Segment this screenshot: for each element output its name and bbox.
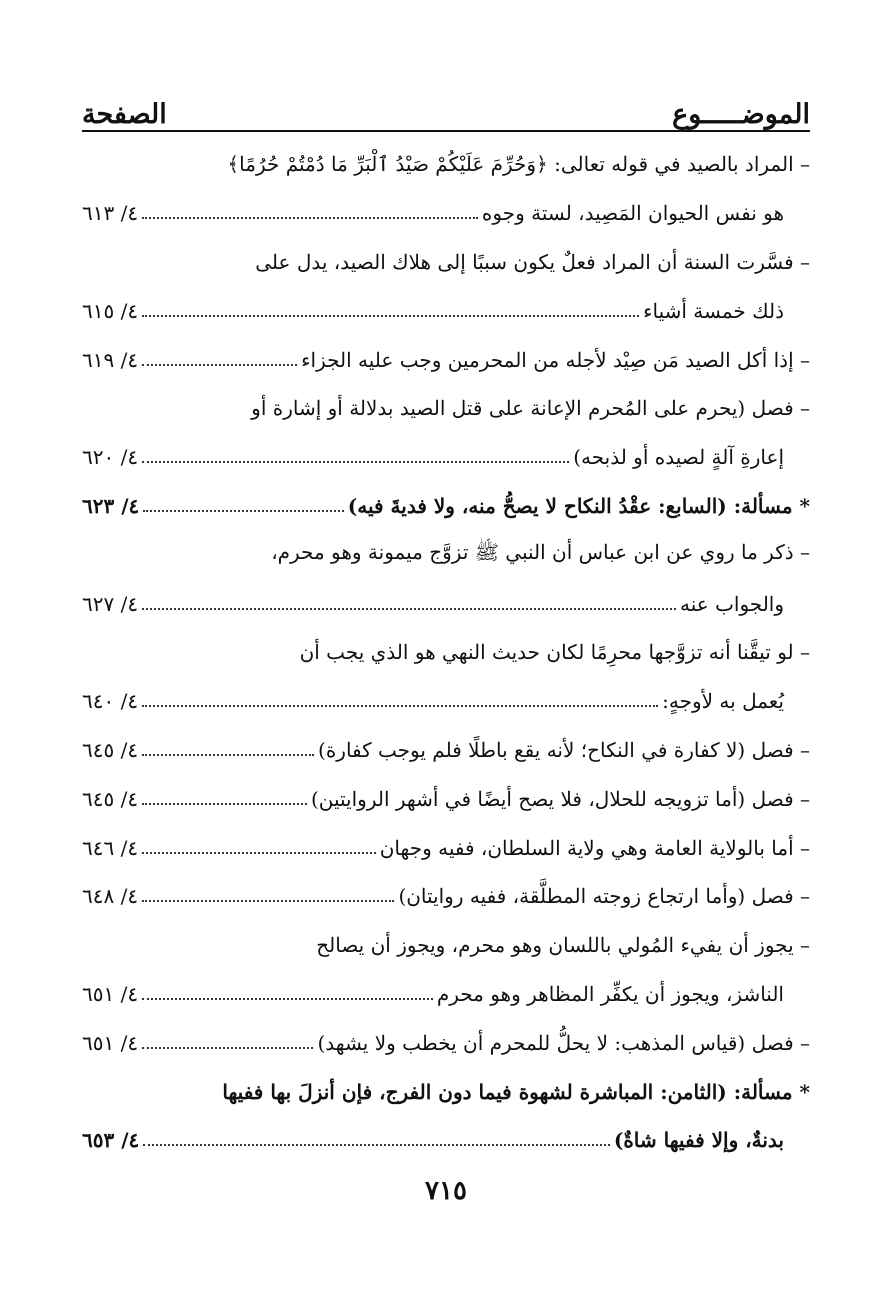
entry-text: والجواب عنه xyxy=(680,591,784,616)
entry-text: – فصل (قياس المذهب: لا يحلُّ للمحرم أن يخطب ولا يشهد) xyxy=(317,1030,810,1055)
dot-leader xyxy=(143,510,344,512)
index-line xyxy=(82,823,810,872)
entry-text: ذلك خمسة أشياء xyxy=(643,298,784,323)
entry-text: هو نفس الحيوان المَصِيد، لستة وجوه xyxy=(481,201,784,226)
entry-page-ref: ٤/ ٦٤٥ xyxy=(82,737,139,762)
entry-text: – فسَّرت السنة أن المراد فعلٌ يكون سببًا إلى هلاك الصيد، يدل على xyxy=(255,249,810,274)
entry-text: – لو تيقَّنا أنه تزوَّجها محرِمًا لكان حديث النهي هو الذي يجب أن xyxy=(299,640,810,665)
entry-page-ref: ٤/ ٦١٩ xyxy=(82,347,139,372)
entry-text: – فصل (يحرم على المُحرم الإعانة على قتل الصيد بدلالة أو إشارة أو xyxy=(251,396,810,421)
entry-text: الناشز، ويجوز أن يكفِّر المظاهر وهو محرم xyxy=(436,981,784,1006)
header-divider xyxy=(82,130,810,132)
dot-leader xyxy=(142,754,314,756)
index-line xyxy=(82,189,810,238)
entry-text: * مسألة: (السابع: عقْدُ النكاح لا يصحُّ منه، ولا فديةَ فيه) xyxy=(347,493,810,518)
dot-leader xyxy=(142,364,297,366)
index-line xyxy=(82,1018,810,1067)
index-line xyxy=(82,384,810,433)
dot-leader xyxy=(142,315,639,317)
index-line xyxy=(82,921,810,970)
dot-leader xyxy=(143,1144,610,1146)
entry-text: * مسألة: (الثامن: المباشرة لشهوة فيما دون الفرج، فإن أنزلَ بها ففيها xyxy=(222,1079,810,1104)
index-entries xyxy=(82,140,810,1165)
index-line xyxy=(82,774,810,823)
entry-text: – المراد بالصيد في قوله تعالى: ﴿وَحُرِّمَ عَلَيْكُمْ صَيْدُ ٱلْبَرِّ مَا دُمْتُمْ حُرُمًا﴾ xyxy=(227,152,810,177)
entry-text: – إذا أكل الصيد مَن صِيْد لأجله من المحرمين وجب عليه الجزاء xyxy=(301,347,810,372)
index-line xyxy=(82,677,810,726)
entry-page-ref: ٤/ ٦٢٠ xyxy=(82,445,139,470)
dot-leader xyxy=(142,998,433,1000)
page-number: ٧١٥ xyxy=(425,1176,467,1206)
entry-page-ref: ٤/ ٦٤٦ xyxy=(82,835,139,860)
index-line xyxy=(82,238,810,287)
index-line xyxy=(82,335,810,384)
entry-text: – فصل (لا كفارة في النكاح؛ لأنه يقع باطلًا فلم يوجب كفارة) xyxy=(318,737,810,762)
dot-leader xyxy=(142,217,478,219)
index-line xyxy=(82,1067,810,1116)
index-line xyxy=(82,433,810,482)
entry-text: – يجوز أن يفيء المُولي باللسان وهو محرم، ويجوز أن يصالح xyxy=(316,933,810,958)
entry-page-ref: ٤/ ٦١٣ xyxy=(82,201,139,226)
dot-leader xyxy=(142,803,307,805)
index-line xyxy=(82,482,810,531)
dot-leader xyxy=(142,461,569,463)
page-column-heading: الصفحة xyxy=(82,99,167,130)
entry-page-ref: ٤/ ٦٤٥ xyxy=(82,786,139,811)
entry-text: بدنةٌ، وإلا ففيها شاةٌ) xyxy=(613,1128,784,1153)
index-line xyxy=(82,579,810,628)
entry-page-ref: ٤/ ٦٢٧ xyxy=(82,591,139,616)
entry-text: – ذكر ما روي عن ابن عباس أن النبي ﷺ تزوَّج ميمونة وهو محرم، xyxy=(271,540,810,565)
index-line xyxy=(82,628,810,677)
index-line xyxy=(82,726,810,775)
entry-page-ref: ٤/ ٦٥١ xyxy=(82,1030,139,1055)
table-header xyxy=(82,78,810,130)
dot-leader xyxy=(142,1047,313,1049)
dot-leader xyxy=(142,852,376,854)
entry-text: يُعمل به لأوجهٍ: xyxy=(662,689,784,714)
entry-page-ref: ٤/ ٦٤٠ xyxy=(82,689,139,714)
entry-text: – فصل (وأما ارتجاع زوجته المطلَّقة، ففيه روايتان) xyxy=(398,884,810,909)
index-line xyxy=(82,872,810,921)
entry-page-ref: ٤/ ٦٥١ xyxy=(82,981,139,1006)
entry-page-ref: ٤/ ٦١٥ xyxy=(82,298,139,323)
topic-column-heading: الموضـــــوع xyxy=(672,99,810,130)
index-line xyxy=(82,1116,810,1165)
entry-text: – أما بالولاية العامة وهي ولاية السلطان، ففيه وجهان xyxy=(379,835,810,860)
entry-text: – فصل (أما تزويجه للحلال، فلا يصح أيضًا في أشهر الروايتين) xyxy=(310,786,810,811)
index-line xyxy=(82,140,810,189)
index-line xyxy=(82,970,810,1019)
entry-page-ref: ٤/ ٦٤٨ xyxy=(82,884,139,909)
index-line xyxy=(82,286,810,335)
dot-leader xyxy=(142,705,658,707)
dot-leader xyxy=(142,608,676,610)
entry-page-ref: ٤/ ٦٥٣ xyxy=(82,1128,140,1153)
index-line xyxy=(82,530,810,579)
entry-text: إعارةِ آلةٍ لصيده أو لذبحه) xyxy=(573,445,784,470)
dot-leader xyxy=(142,900,394,902)
entry-page-ref: ٤/ ٦٢٣ xyxy=(82,493,140,518)
